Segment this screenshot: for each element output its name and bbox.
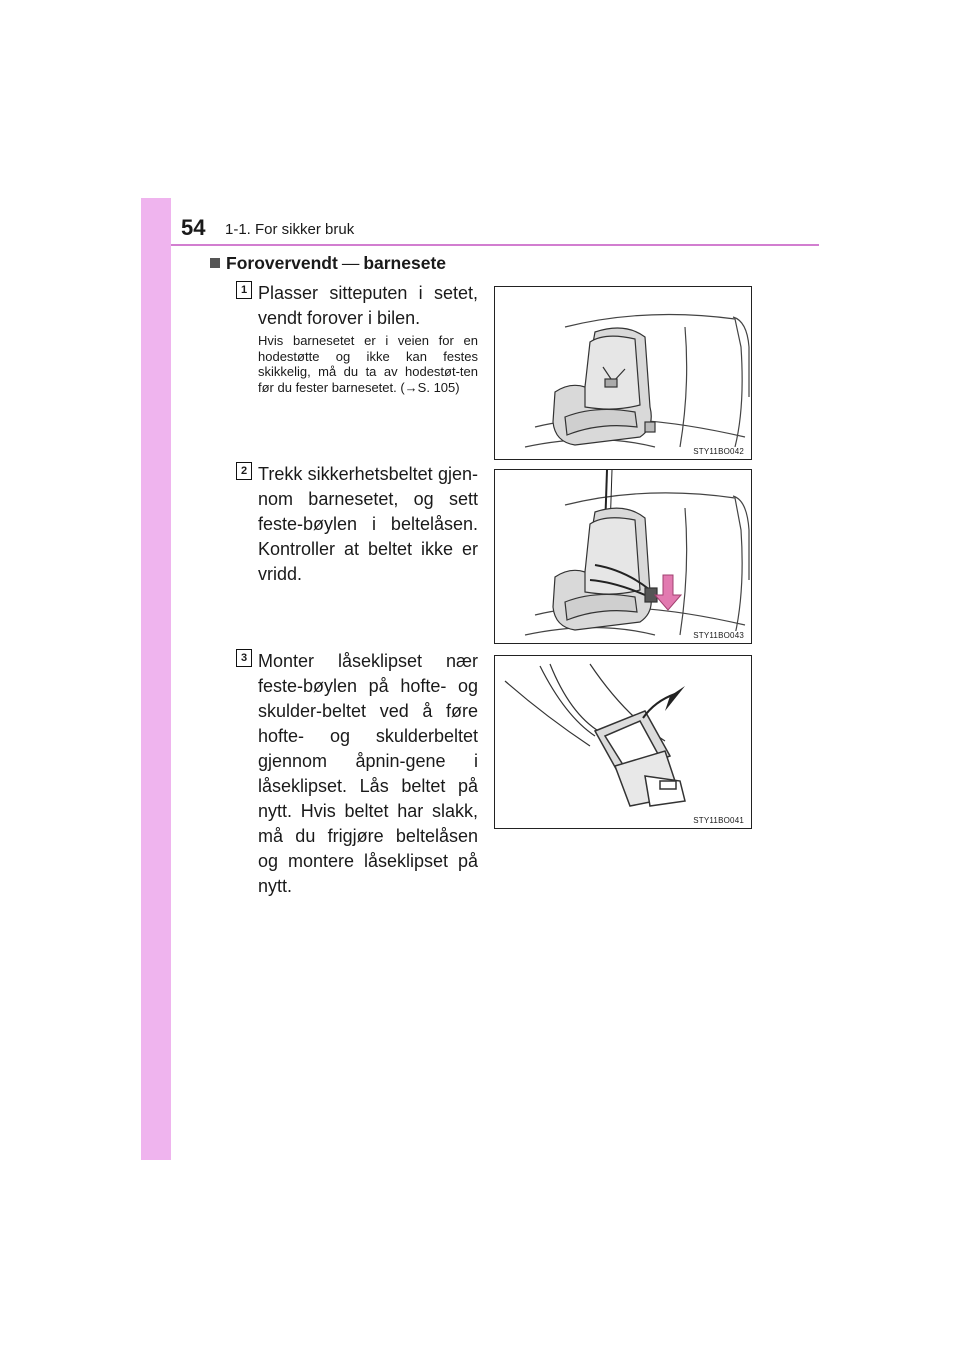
heading-dash: —	[341, 253, 360, 273]
sidebar-tab	[141, 198, 171, 1160]
page-number: 54	[181, 215, 206, 240]
figure-locking-clip	[494, 655, 752, 829]
locking-clip-illustration	[495, 656, 751, 828]
section-heading	[210, 253, 446, 274]
figure-3-code: STY11BO041	[693, 816, 744, 825]
square-bullet-icon	[210, 258, 220, 268]
step-2-number: 2	[236, 462, 252, 480]
step-2-text: Trekk sikkerhetsbeltet gjen-nom barnesetet, og sett feste-bøylen i beltelåsen. Kontroller at beltet ikke er vridd.	[258, 464, 478, 584]
figure-child-seat-forward	[494, 286, 752, 460]
step-3-text: Monter låseklipset nær feste-bøylen på hofte- og skulder-beltet ved å føre hofte- og skulderbeltet gjennom åpnin-gene i låseklipset. Lås beltet på nytt. Hvis beltet har slakk, må du frigjøre beltelåsen og montere låseklipset på nytt.	[258, 651, 478, 896]
child-seat-illustration	[495, 287, 751, 459]
step-1-text: Plasser sitteputen i setet, vendt forover i bilen.	[258, 283, 478, 328]
figure-1-code: STY11BO042	[693, 447, 744, 456]
section-title: 1-1. For sikker bruk	[225, 221, 355, 238]
step-1-number: 1	[236, 281, 252, 299]
heading-subtitle: barnesete	[363, 253, 447, 273]
header-divider	[171, 244, 819, 246]
step-1-note: Hvis barnesetet er i veien for en hodestøtte og ikke kan festes skikkelig, må du ta av hodestøt-ten før du fester barnesetet. (→S. 105)	[258, 333, 478, 395]
figure-2-code: STY11BO043	[693, 631, 744, 640]
step-3-number: 3	[236, 649, 252, 667]
belt-through-seat-illustration	[495, 470, 751, 643]
figure-belt-buckle	[494, 469, 752, 644]
heading-title: Forovervendt	[226, 253, 338, 273]
